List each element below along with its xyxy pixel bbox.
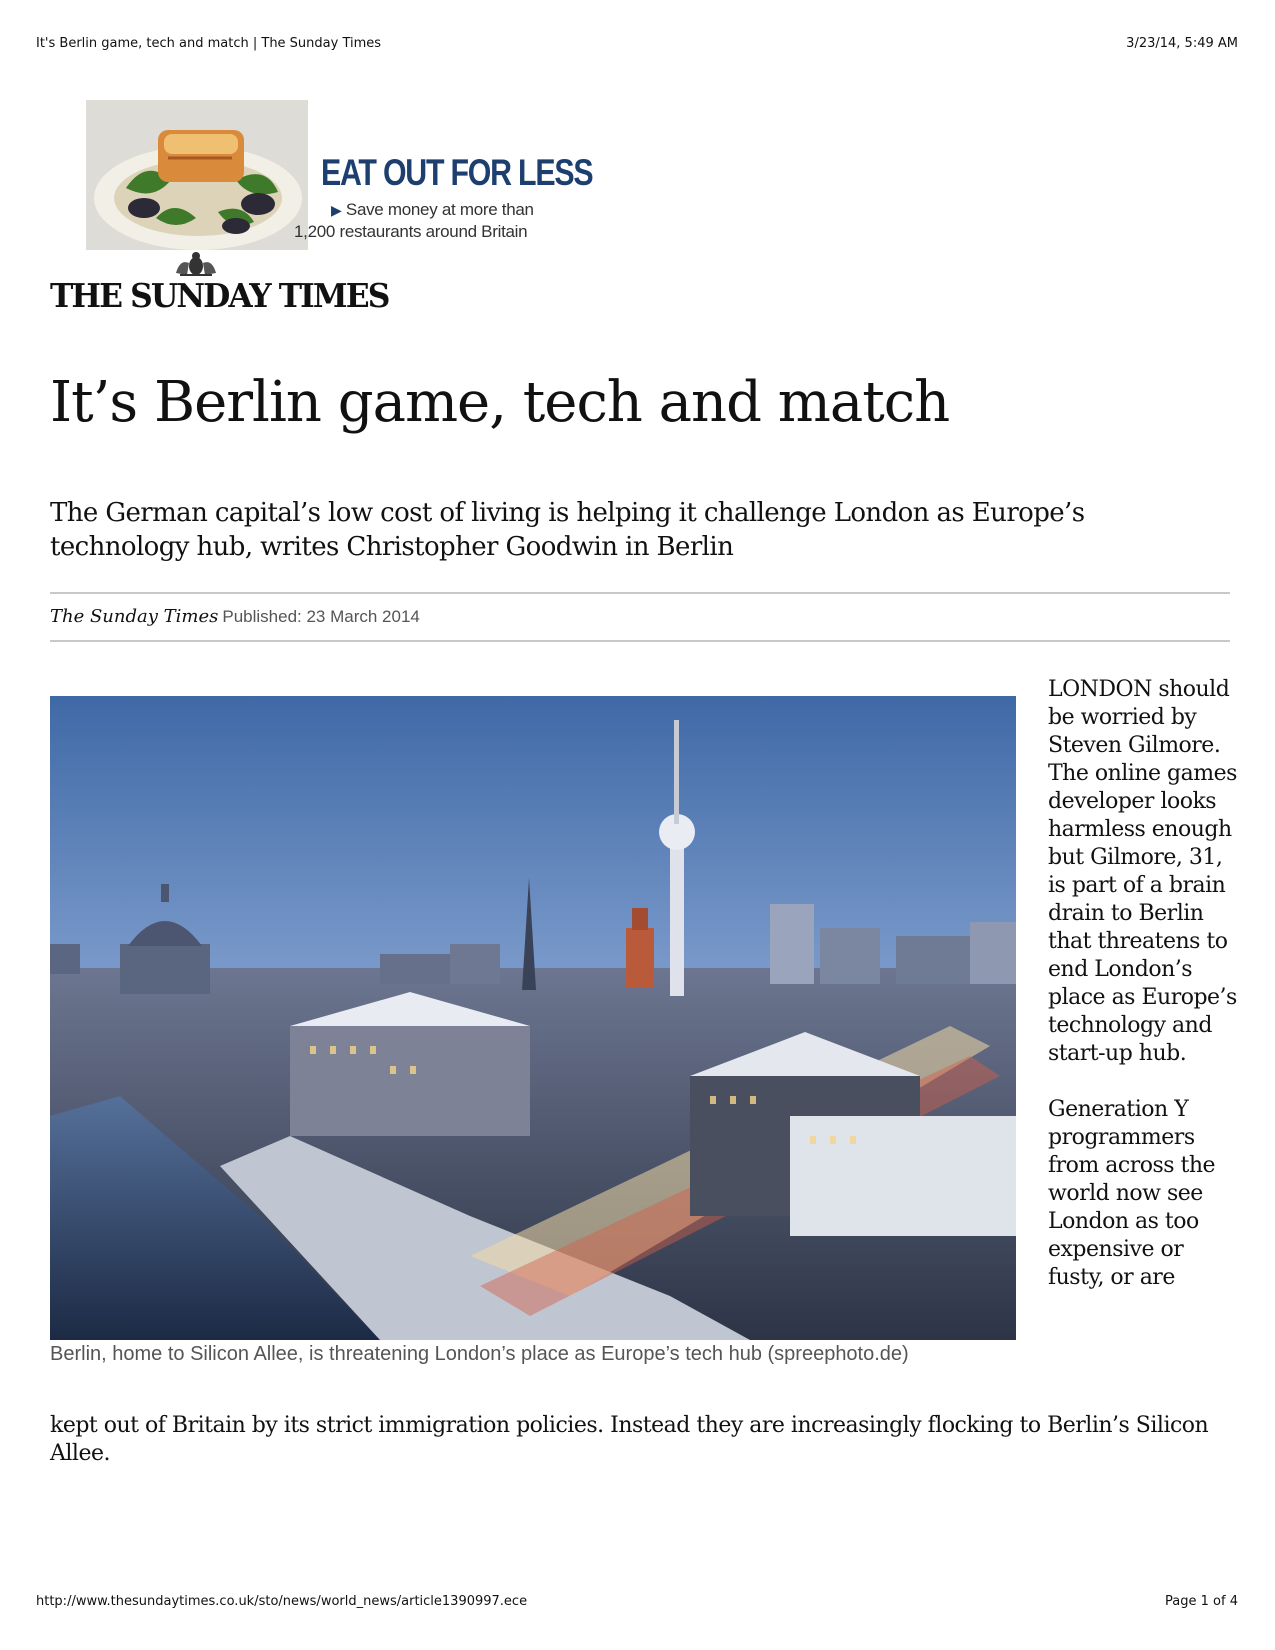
publication-name: The Sunday Times: [50, 606, 219, 627]
food-plate-image: [86, 100, 308, 250]
article-paragraph-2-continued: kept out of Britain by its strict immigration policies. Instead they are increasingly flocking to Berlin’s Silicon Allee.: [50, 1413, 1209, 1466]
play-arrow-icon: ▶: [331, 202, 342, 218]
print-header-timestamp: 3/23/14, 5:49 AM: [1126, 36, 1238, 51]
byline-meta: [50, 606, 420, 627]
article-paragraph-2-start: Generation Y programmers from across the world now see London as too expensive or fusty, or are: [1048, 1097, 1216, 1290]
advert-headline[interactable]: EAT OUT FOR LESS: [321, 152, 593, 193]
advert-line-1-text: Save money at more than: [345, 200, 534, 219]
article-paragraph-1: LONDON should be worried by Steven Gilmore. The online games developer looks harmless enough but Gilmore, 31, is part of a brain drain to Berlin that threatens to end London’s place as Europe’s technology and start-up hub.: [1048, 677, 1237, 1066]
page-number: Page 1 of 4: [1165, 1594, 1238, 1609]
article-body-column: [1048, 676, 1238, 1320]
published-date: Published: 23 March 2014: [222, 607, 420, 626]
divider-bottom: [50, 640, 1230, 642]
article-standfirst: The German capital’s low cost of living is helping it challenge London as Europe’s technology hub, writes Christopher Goodwin in Berlin: [50, 498, 1085, 562]
berlin-skyline-photo: [50, 696, 1016, 1340]
print-header-title: It's Berlin game, tech and match | The Sunday Times: [36, 36, 382, 51]
photo-caption: Berlin, home to Silicon Allee, is threatening London’s place as Europe’s tech hub (spreephoto.de): [50, 1343, 909, 1365]
article-headline: It’s Berlin game, tech and match: [50, 370, 950, 435]
advert-banner[interactable]: [86, 100, 593, 250]
page-url: http://www.thesundaytimes.co.uk/sto/news/world_news/article1390997.ece: [36, 1594, 528, 1609]
masthead-logo[interactable]: THE SUNDAY TIMES: [50, 276, 389, 315]
advert-line-2: 1,200 restaurants around Britain: [294, 222, 528, 241]
advert-line-1: [331, 200, 534, 220]
divider-top: [50, 592, 1230, 594]
